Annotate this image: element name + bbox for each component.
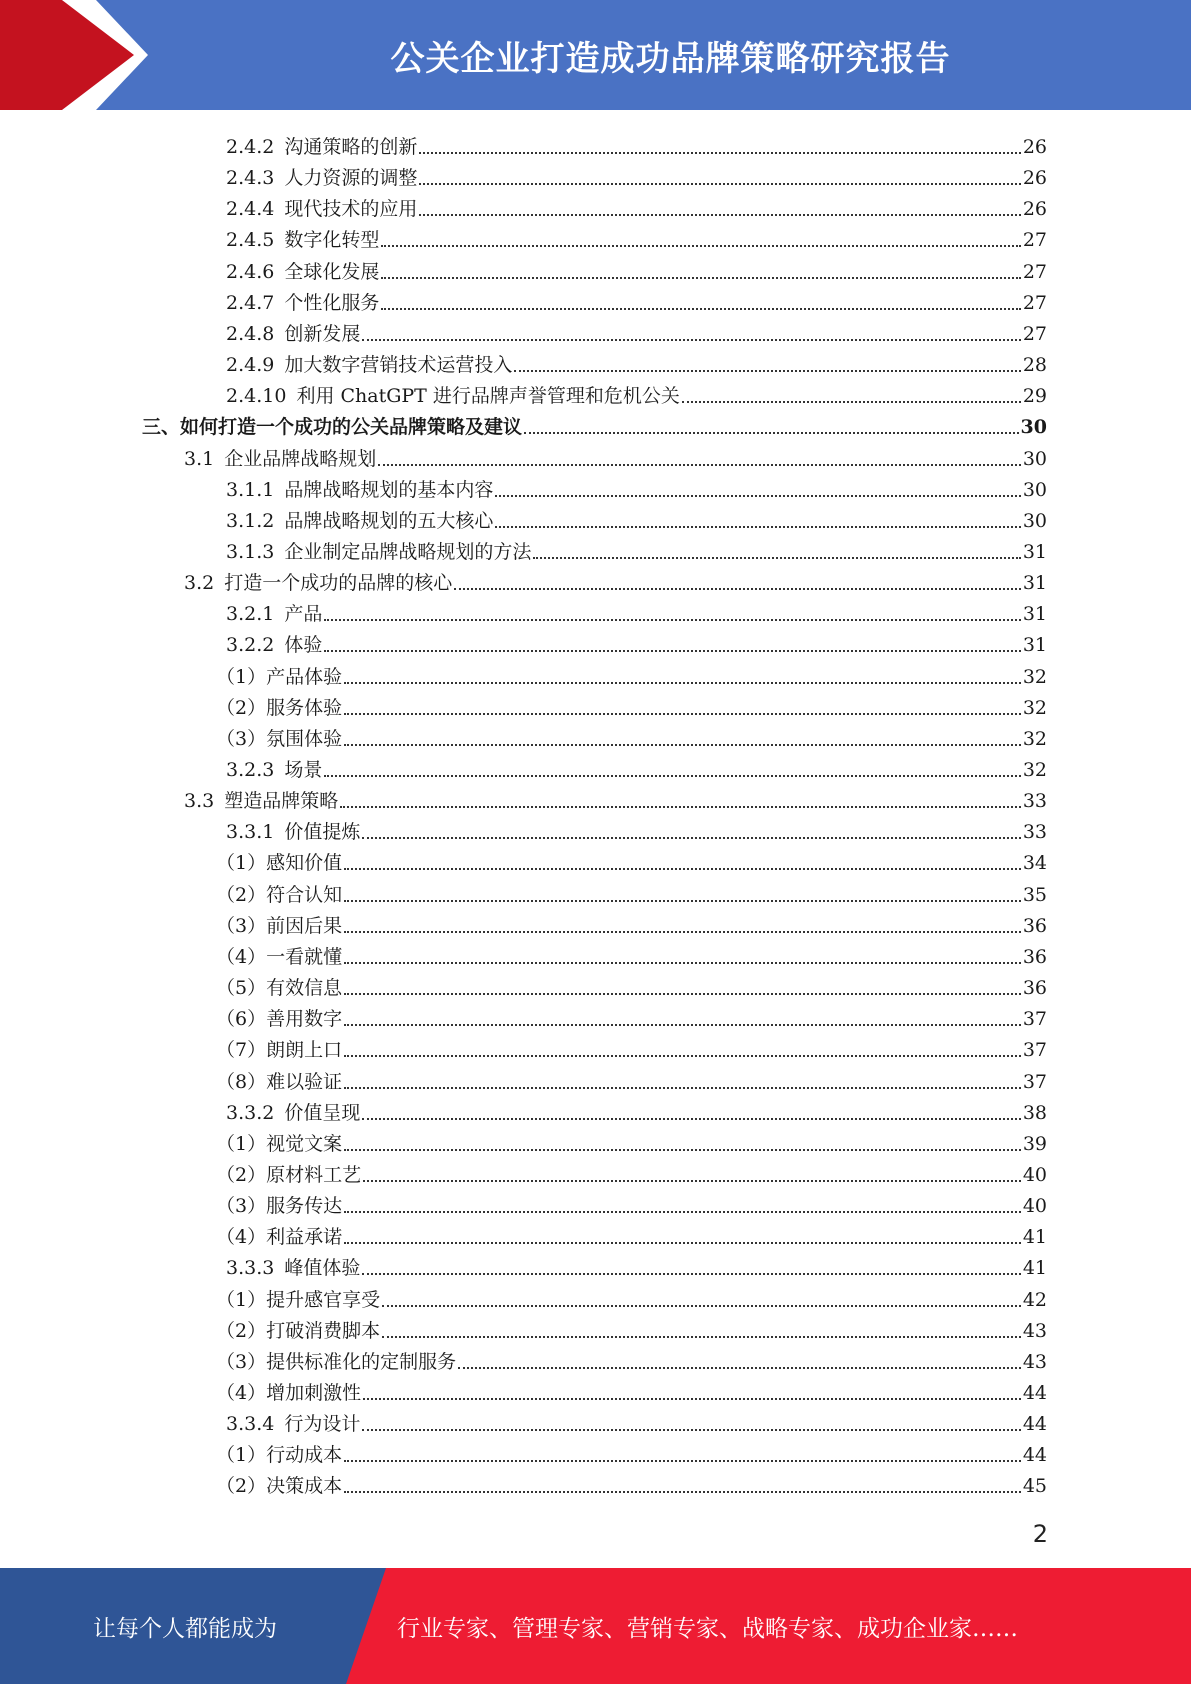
toc-entry-label (216, 883, 343, 907)
toc-entry[interactable] (226, 221, 1047, 252)
toc-entry-page: 44 (1022, 1382, 1047, 1404)
toc-entry[interactable] (184, 440, 1047, 471)
toc-entry-page: 37 (1022, 1070, 1047, 1093)
toc-entry-label (184, 789, 338, 813)
toc-entry-label (226, 260, 379, 284)
toc-entry-title: （3）氛围体验 (216, 727, 343, 750)
toc-dot-leader (382, 1305, 1021, 1307)
toc-entry-number: 3.2.3 (226, 759, 275, 781)
toc-entry-title: （3）前因后果 (216, 914, 343, 937)
toc-entry-label (226, 135, 417, 159)
toc-entry-page: 29 (1022, 385, 1047, 408)
toc-entry-title: 创新发展 (284, 322, 361, 345)
toc-dot-leader (324, 775, 1020, 777)
toc-entry[interactable] (226, 533, 1047, 564)
toc-entry[interactable] (216, 1063, 1047, 1094)
toc-dot-leader (362, 1118, 1020, 1120)
toc-entry-label (216, 1474, 343, 1498)
toc-entry-page: 27 (1022, 229, 1047, 252)
toc-entry-page: 32 (1022, 696, 1047, 719)
toc-entry[interactable] (226, 1094, 1047, 1125)
toc-entry-label (216, 1443, 343, 1467)
toc-dot-leader (381, 245, 1020, 247)
toc-entry-title: （4）增加刺激性 (216, 1382, 362, 1404)
toc-entry-label (226, 166, 417, 190)
toc-entry-label (216, 976, 343, 1000)
toc-entry-number: 2.4.3 (226, 167, 275, 190)
toc-dot-leader (382, 1336, 1021, 1338)
toc-dot-leader (344, 931, 1021, 933)
toc-entry-page: 36 (1022, 977, 1047, 1000)
toc-dot-leader (344, 713, 1021, 715)
toc-entry-page: 41 (1022, 1226, 1047, 1249)
toc-dot-leader (324, 619, 1020, 621)
toc-entry-number: 3.3 (184, 790, 215, 813)
toc-entry-number: 2.4.10 (226, 385, 287, 408)
toc-entry-label (226, 384, 680, 408)
toc-entry[interactable] (216, 969, 1047, 1000)
toc-entry-label (216, 1007, 343, 1031)
toc-dot-leader (495, 495, 1020, 497)
toc-entry-label (226, 322, 360, 346)
toc-entry-title: （3）服务传达 (216, 1195, 343, 1218)
toc-entry-title: （8）难以验证 (216, 1070, 343, 1093)
toc-entry-title: （1）视觉文案 (216, 1132, 343, 1155)
toc-entry-title: 三、如何打造一个成功的公关品牌策略及建议 (142, 416, 523, 439)
toc-dot-leader (344, 1242, 1021, 1244)
toc-entry-page: 27 (1022, 322, 1047, 345)
toc-entry-title: 价值提炼 (284, 821, 361, 844)
toc-entry-page: 31 (1022, 603, 1047, 626)
toc-entry-title: （2）打破消费脚本 (216, 1319, 381, 1342)
toc-entry-label (216, 727, 343, 751)
toc-entry-title: 沟通策略的创新 (284, 136, 418, 158)
toc-entry[interactable] (216, 844, 1047, 875)
toc-entry-page: 38 (1022, 1101, 1047, 1124)
toc-entry-page: 30 (1022, 509, 1047, 532)
toc-dot-leader (419, 183, 1020, 185)
toc-dot-leader (454, 588, 1021, 590)
toc-dot-leader (514, 370, 1020, 372)
toc-entry-page: 33 (1022, 790, 1047, 813)
toc-dot-leader (381, 308, 1020, 310)
toc-entry-label (216, 696, 343, 720)
toc-entry-title: 峰值体验 (284, 1257, 361, 1280)
toc-entry-number: 3.3.3 (226, 1257, 275, 1280)
toc-entry-title: 塑造品牌策略 (224, 790, 339, 813)
toc-entry-page: 43 (1022, 1350, 1047, 1373)
toc-entry-label (184, 447, 376, 471)
toc-dot-leader (344, 1149, 1021, 1151)
toc-entry-label (216, 1132, 343, 1156)
toc-entry[interactable] (226, 813, 1047, 844)
toc-entry[interactable] (216, 1156, 1047, 1187)
toc-entry[interactable] (226, 284, 1047, 315)
toc-entry-number: 2.4.4 (226, 198, 275, 221)
page-header (0, 0, 1191, 110)
toc-dot-leader (344, 1460, 1021, 1462)
toc-entry-label (226, 353, 512, 377)
toc-entry[interactable] (184, 564, 1047, 595)
toc-entry-label (226, 197, 417, 221)
toc-entry-title: 数字化转型 (284, 229, 380, 252)
toc-entry-title: （7）朗朗上口 (216, 1039, 343, 1062)
toc-dot-leader (682, 401, 1021, 403)
toc-dot-leader (344, 962, 1021, 964)
toc-entry[interactable] (216, 1187, 1047, 1218)
toc-entry-label (216, 914, 343, 938)
toc-entry[interactable] (226, 595, 1047, 626)
toc-entry-title: （1）行动成本 (216, 1444, 343, 1467)
toc-entry-page: 30 (1022, 447, 1047, 470)
header-title: 公关企业打造成功品牌策略研究报告 (390, 38, 951, 79)
toc-entry[interactable] (216, 720, 1047, 751)
toc-entry-label (216, 945, 343, 969)
toc-entry-number: 3.2.1 (226, 603, 275, 626)
toc-entry-page: 43 (1022, 1319, 1047, 1342)
toc-entry-page: 27 (1022, 260, 1047, 283)
toc-entry-page: 30 (1020, 416, 1047, 439)
toc-entry-number: 3.3.2 (226, 1101, 275, 1124)
toc-entry-title: （1）感知价值 (216, 852, 343, 875)
toc-dot-leader (381, 277, 1020, 279)
toc-entry[interactable] (226, 190, 1047, 221)
toc-entry-title: 利用 ChatGPT 进行品牌声誉管理和危机公关 (296, 385, 680, 408)
toc-dot-leader (344, 993, 1021, 995)
toc-entry[interactable] (226, 751, 1047, 782)
toc-entry-label (216, 1038, 343, 1062)
toc-entry-title: （3）提供标准化的定制服务 (216, 1350, 457, 1373)
toc-entry-label (216, 1225, 343, 1249)
toc-entry-page: 33 (1022, 821, 1047, 844)
toc-entry[interactable] (226, 128, 1047, 159)
toc-entry-page: 36 (1022, 945, 1047, 968)
toc-entry-number: 2.4.5 (226, 229, 275, 252)
toc-entry[interactable] (226, 315, 1047, 346)
page-number: 2 (1032, 1520, 1048, 1548)
toc-entry-number: 3.1 (184, 447, 215, 470)
toc-dot-leader (362, 837, 1020, 839)
toc-dot-leader (344, 868, 1021, 870)
toc-entry[interactable] (216, 1312, 1047, 1343)
toc-entry-page: 31 (1022, 572, 1047, 595)
toc-entry-number: 2.4.8 (226, 322, 275, 345)
toc-entry-title: 个性化服务 (284, 291, 380, 314)
toc-entry-title: （2）符合认知 (216, 883, 343, 906)
toc-entry[interactable] (142, 408, 1047, 439)
toc-entry-number: 2.4.7 (226, 291, 275, 314)
toc-entry-title: 企业制定品牌战略规划的方法 (284, 540, 532, 563)
toc-entry[interactable] (226, 377, 1047, 408)
toc-entry-page: 44 (1022, 1413, 1047, 1436)
toc-entry-title: （4）利益承诺 (216, 1226, 343, 1249)
toc-entry-label (226, 758, 322, 782)
toc-entry[interactable] (216, 1281, 1047, 1312)
toc-entry-title: 品牌战略规划的五大核心 (284, 509, 494, 532)
toc-entry-title: 场景 (284, 759, 323, 781)
toc-entry-page: 36 (1022, 914, 1047, 937)
toc-entry[interactable] (226, 253, 1047, 284)
toc-entry[interactable] (226, 471, 1047, 502)
toc-entry-page: 28 (1022, 354, 1047, 377)
toc-entry-title: （4）一看就懂 (216, 945, 343, 968)
toc-entry-label (226, 602, 322, 626)
toc-entry-page: 35 (1022, 883, 1047, 906)
toc-entry[interactable] (216, 658, 1047, 689)
toc-entry-title: 打造一个成功的品牌的核心 (224, 572, 453, 595)
toc-entry-title: （6）善用数字 (216, 1008, 343, 1031)
toc-dot-leader (344, 900, 1021, 902)
toc-entry[interactable] (216, 1218, 1047, 1249)
toc-dot-leader (362, 339, 1020, 341)
toc-entry-label (226, 820, 360, 844)
toc-entry[interactable] (216, 1467, 1047, 1498)
toc-entry-label (226, 228, 379, 252)
toc-entry[interactable] (184, 782, 1047, 813)
toc-entry-page: 32 (1022, 727, 1047, 750)
toc-entry[interactable] (226, 346, 1047, 377)
toc-entry-label (216, 851, 343, 875)
toc-entry-title: （5）有效信息 (216, 977, 343, 1000)
toc-entry-page: 40 (1022, 1163, 1047, 1186)
toc-dot-leader (495, 526, 1020, 528)
page-footer (0, 1568, 1191, 1684)
toc-entry[interactable] (216, 1125, 1047, 1156)
toc-entry-page: 42 (1022, 1288, 1047, 1311)
toc-entry-title: 行为设计 (284, 1413, 361, 1436)
toc-dot-leader (533, 557, 1020, 559)
toc-dot-leader (458, 1367, 1021, 1369)
toc-entry-page: 26 (1022, 167, 1047, 190)
toc-entry-number: 2.4.2 (226, 136, 275, 158)
toc-entry-label (142, 415, 522, 439)
toc-entry-page: 34 (1022, 852, 1047, 875)
toc-entry-page: 31 (1022, 634, 1047, 657)
toc-entry-title: （2）原材料工艺 (216, 1163, 362, 1186)
toc-entry-label (226, 509, 493, 533)
toc-dot-leader (344, 1211, 1021, 1213)
toc-entry-number: 3.1.2 (226, 509, 275, 532)
toc-entry-title: 现代技术的应用 (284, 198, 418, 221)
toc-entry[interactable] (226, 1405, 1047, 1436)
toc-entry-label (216, 1319, 381, 1343)
toc-entry-title: 企业品牌战略规划 (224, 447, 377, 470)
toc-entry-title: （2）服务体验 (216, 696, 343, 719)
toc-entry-label (216, 1163, 362, 1187)
footer-slogan-right: 行业专家、管理专家、营销专家、战略专家、成功企业家…… (397, 1615, 1018, 1642)
toc-entry-page: 32 (1022, 665, 1047, 688)
toc-dot-leader (344, 1055, 1021, 1057)
toc-entry-number: 3.1.3 (226, 540, 275, 563)
toc-entry[interactable] (216, 1436, 1047, 1467)
toc-entry-page: 26 (1022, 136, 1047, 158)
toc-entry-number: 3.3.1 (226, 821, 275, 844)
toc-dot-leader (419, 152, 1020, 154)
toc-dot-leader (344, 1491, 1021, 1493)
toc-entry-label (226, 540, 531, 564)
toc-dot-leader (344, 1024, 1021, 1026)
toc-entry-label (216, 1070, 343, 1094)
toc-dot-leader (419, 214, 1020, 216)
toc-entry-title: 人力资源的调整 (284, 167, 418, 190)
toc-entry-page: 32 (1022, 759, 1047, 781)
toc-dot-leader (344, 744, 1021, 746)
toc-entry[interactable] (216, 1374, 1047, 1405)
toc-entry[interactable] (216, 938, 1047, 969)
toc-entry-title: 全球化发展 (284, 260, 380, 283)
toc-entry[interactable] (216, 907, 1047, 938)
toc-dot-leader (344, 1087, 1021, 1089)
toc-entry-label (226, 633, 322, 657)
toc-entry-number: 3.2.2 (226, 634, 275, 657)
toc-dot-leader (344, 682, 1021, 684)
toc-entry-title: 加大数字营销技术运营投入 (284, 354, 513, 377)
toc-entry-label (216, 1194, 343, 1218)
toc-entry-page: 31 (1022, 540, 1047, 563)
toc-entry-title: 体验 (284, 634, 323, 657)
toc-entry-label (216, 1381, 362, 1405)
toc-entry-title: （1）提升感官享受 (216, 1288, 381, 1311)
toc-dot-leader (362, 1273, 1020, 1275)
toc-entry-page: 45 (1022, 1475, 1047, 1498)
toc-entry-number: 3.1.1 (226, 478, 275, 501)
toc-dot-leader (363, 1398, 1021, 1400)
toc-entry-number: 3.2 (184, 572, 215, 595)
toc-entry-label (226, 291, 379, 315)
toc-entry-page: 26 (1022, 198, 1047, 221)
toc-entry-label (216, 665, 343, 689)
toc-entry-title: （2）决策成本 (216, 1475, 343, 1498)
footer-slogan-left: 让每个人都能成为 (93, 1615, 277, 1642)
toc-dot-leader (362, 1429, 1020, 1431)
toc-entry[interactable] (216, 689, 1047, 720)
toc-entry-title: （1）产品体验 (216, 665, 343, 688)
toc-entry-title: 品牌战略规划的基本内容 (284, 478, 494, 501)
toc-entry-page: 44 (1022, 1444, 1047, 1467)
toc-entry[interactable] (216, 876, 1047, 907)
toc-entry-label (226, 1101, 360, 1125)
toc-entry-page: 30 (1022, 478, 1047, 501)
toc-entry-label (226, 478, 493, 502)
toc-entry[interactable] (226, 502, 1047, 533)
toc-entry-page: 27 (1022, 291, 1047, 314)
toc-dot-leader (363, 1180, 1021, 1182)
toc-entry-title: 产品 (284, 603, 323, 626)
toc-entry-label (226, 1412, 360, 1436)
toc-entry-label (184, 571, 452, 595)
toc-entry-title: 价值呈现 (284, 1101, 361, 1124)
toc-entry-page: 37 (1022, 1008, 1047, 1031)
toc-entry-number: 2.4.9 (226, 354, 275, 377)
toc-entry[interactable] (216, 1343, 1047, 1374)
toc-entry-page: 37 (1022, 1039, 1047, 1062)
toc-entry-number: 2.4.6 (226, 260, 275, 283)
toc-dot-leader (378, 464, 1021, 466)
toc-entry-page: 39 (1022, 1132, 1047, 1155)
toc-entry-label (216, 1350, 457, 1374)
toc-entry[interactable] (216, 1031, 1047, 1062)
toc-entry[interactable] (226, 159, 1047, 190)
toc-entry-page: 41 (1022, 1257, 1047, 1280)
toc-entry-label (226, 1256, 360, 1280)
toc-entry[interactable] (226, 1249, 1047, 1280)
toc-entry[interactable] (216, 1000, 1047, 1031)
toc-entry-page: 40 (1022, 1195, 1047, 1218)
toc-entry-number: 3.3.4 (226, 1413, 275, 1436)
toc-entry-label (216, 1288, 381, 1312)
toc-dot-leader (340, 806, 1021, 808)
toc-entry[interactable] (226, 626, 1047, 657)
toc-dot-leader (524, 432, 1019, 434)
toc-dot-leader (324, 650, 1020, 652)
